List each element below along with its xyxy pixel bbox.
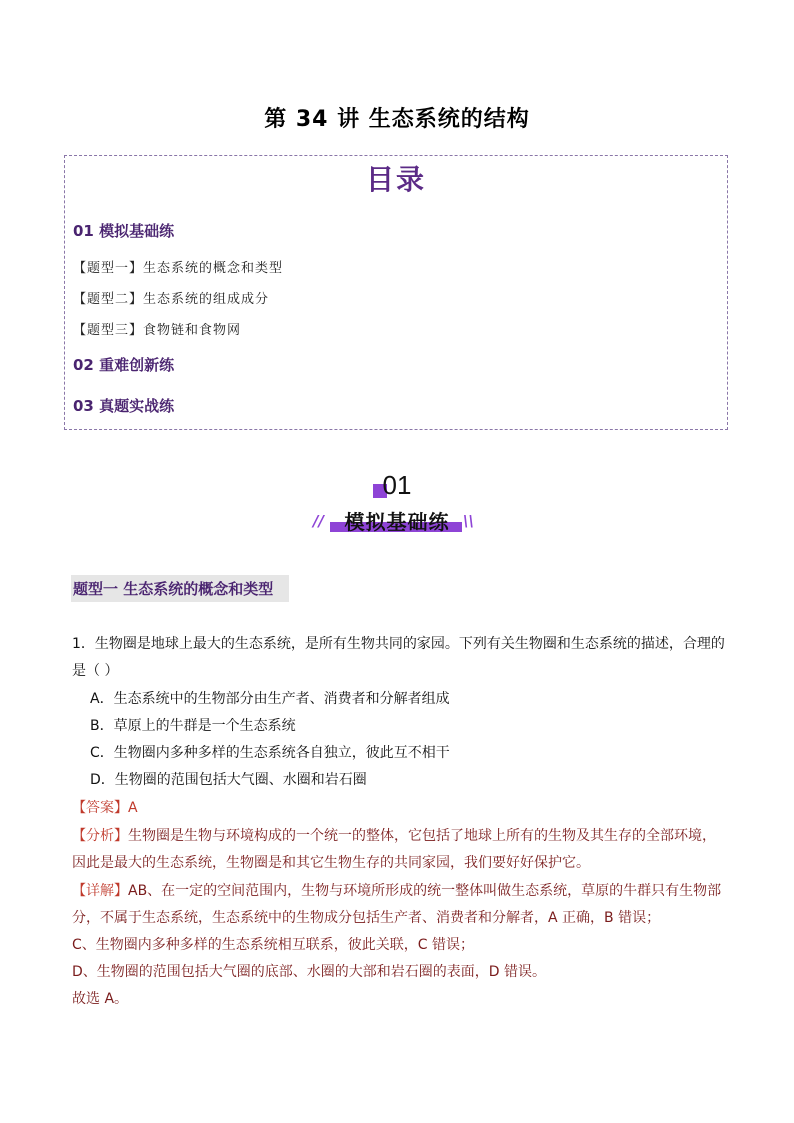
toc-section-1[interactable]: 01 模拟基础练 bbox=[73, 222, 175, 240]
option-d: D．生物圈的范围包括大气圈、水圈和岩石圈 bbox=[90, 772, 367, 788]
conclusion-line: 故选 A。 bbox=[72, 991, 129, 1007]
analysis-line-1 bbox=[72, 825, 716, 845]
toc-heading: 目录 bbox=[365, 163, 426, 196]
detail-line-1 bbox=[72, 880, 721, 900]
analysis-line-2: 因此是最大的生态系统，生物圈是和其它生物生存的共同家园，我们要好好保护它。 bbox=[72, 855, 590, 871]
option-c: C．生物圈内多种多样的生态系统各自独立，彼此互不相干 bbox=[90, 745, 450, 761]
detail-line-2: 分，不属于生态系统，生态系统中的生物成分包括生产者、消费者和分解者，A 正确，B 错误； bbox=[72, 910, 661, 926]
toc-section-2[interactable]: 02 重难创新练 bbox=[73, 356, 175, 374]
page-title: 第 34 讲 生态系统的结构 bbox=[264, 107, 530, 132]
toc-subsection-1[interactable]: 【题型一】生态系统的概念和类型 bbox=[73, 261, 284, 276]
banner-number: 01 bbox=[382, 470, 412, 500]
answer-value: A bbox=[128, 800, 138, 816]
banner-right-slash: \\ bbox=[463, 512, 474, 530]
toc-subsection-2[interactable]: 【题型二】生态系统的组成成分 bbox=[73, 292, 270, 307]
banner-label: 模拟基础练 bbox=[344, 510, 450, 534]
option-a: A．生态系统中的生物部分由生产者、消费者和分解者组成 bbox=[90, 691, 450, 707]
toc-section-3[interactable]: 03 真题实战练 bbox=[73, 397, 175, 415]
analysis-tag: 【分析】 bbox=[72, 828, 128, 844]
detail-text-1: AB、在一定的空间范围内，生物与环境所形成的统一整体叫做生态系统，草原的牛群只有生物部 bbox=[128, 883, 722, 899]
question-stem-line-2: 是（ ） bbox=[72, 663, 119, 679]
option-b: B．草原上的牛群是一个生态系统 bbox=[90, 718, 296, 734]
detail-line-3: C、生物圈内多种多样的生态系统相互联系，彼此关联，C 错误； bbox=[72, 937, 474, 953]
toc-subsection-3[interactable]: 【题型三】食物链和食物网 bbox=[73, 323, 242, 338]
question-type-heading: 题型一 生态系统的概念和类型 bbox=[73, 580, 274, 598]
detail-line-4: D、生物圈的范围包括大气圈的底部、水圈的大部和岩石圈的表面，D 错误。 bbox=[72, 964, 547, 980]
answer-tag: 【答案】 bbox=[72, 800, 128, 816]
question-stem-line-1: 1．生物圈是地球上最大的生态系统，是所有生物共同的家园。下列有关生物圈和生态系统的描述，合理的 bbox=[72, 636, 725, 652]
detail-tag: 【详解】 bbox=[72, 883, 128, 899]
answer-line bbox=[72, 797, 138, 817]
banner-left-slash: // bbox=[313, 512, 324, 530]
analysis-text-1: 生物圈是生物与环境构成的一个统一的整体，它包括了地球上所有的生物及其生存的全部环境， bbox=[128, 828, 716, 844]
table-of-contents bbox=[64, 155, 728, 430]
